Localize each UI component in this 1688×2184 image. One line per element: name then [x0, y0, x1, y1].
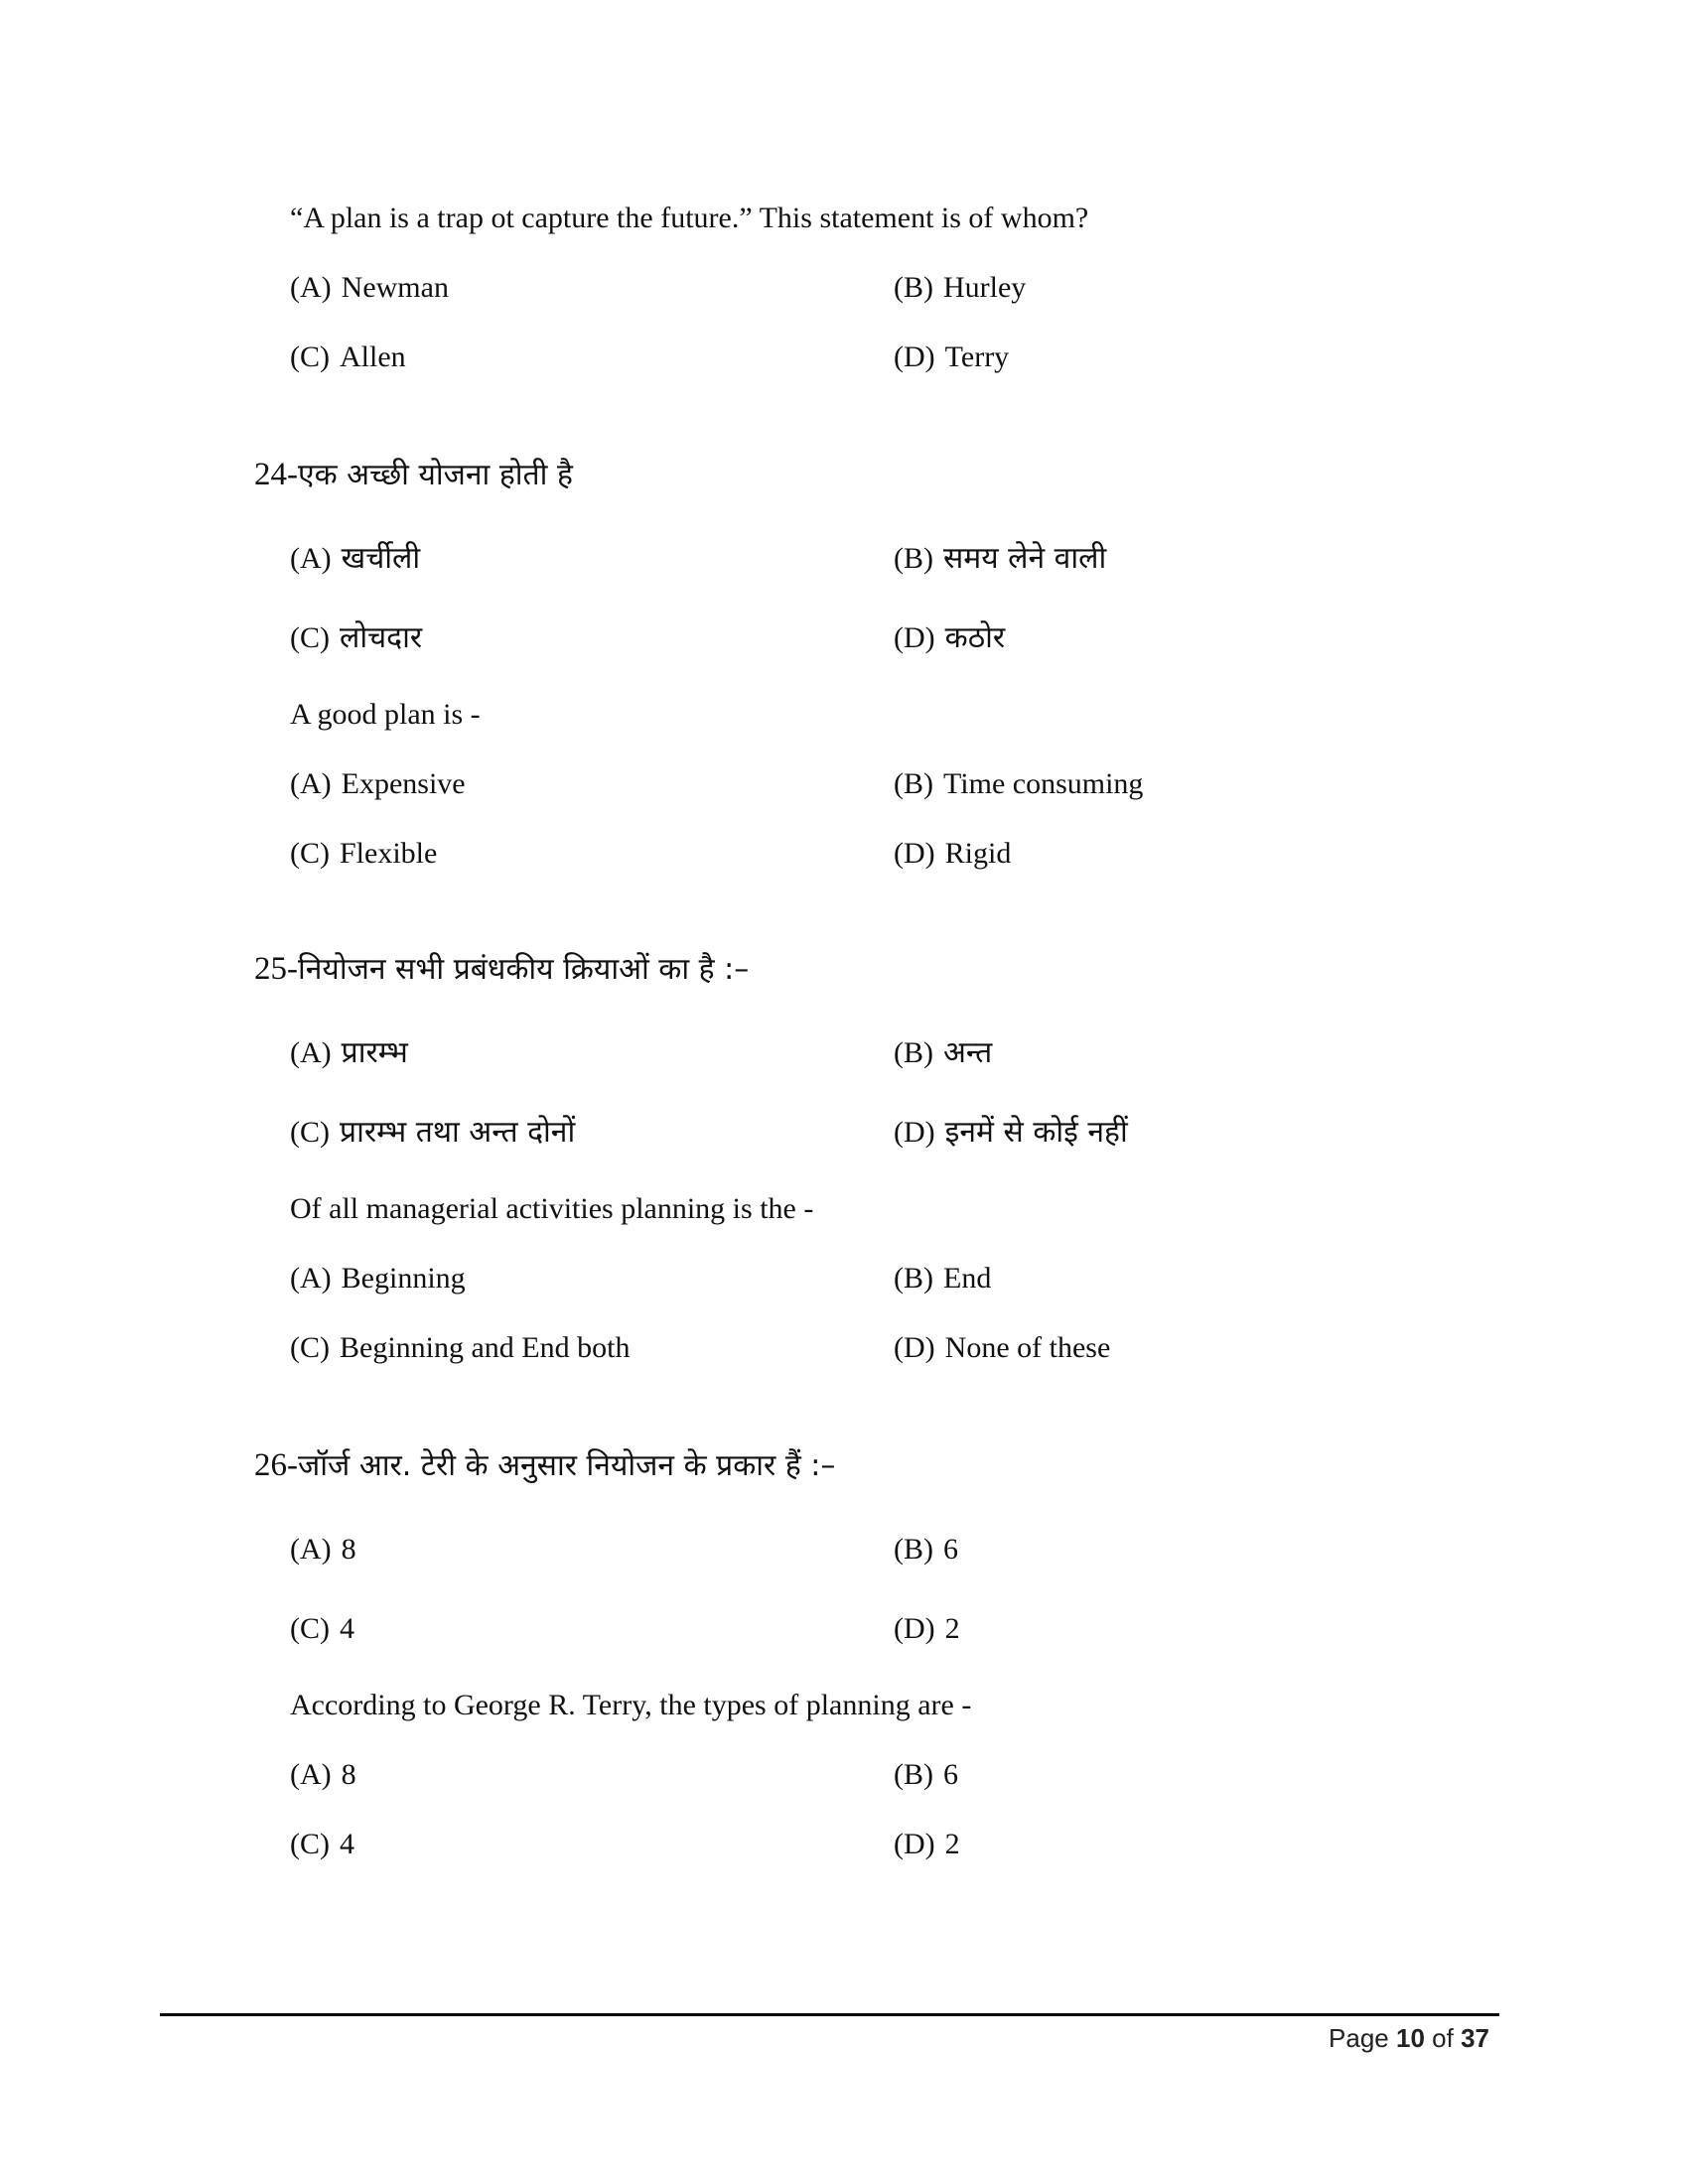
question-23-option-a	[290, 270, 449, 306]
option-letter: (A)	[290, 1758, 332, 1791]
question-23-option-c	[290, 340, 406, 375]
question-24-hindi-text: एक अच्छी योजना होती है	[298, 458, 573, 492]
question-25-hindi-text: नियोजन सभी प्रबंधकीय क्रियाओं का है :–	[298, 952, 750, 987]
option-letter: (B)	[894, 1262, 933, 1295]
question-26-hindi-option-c	[290, 1611, 354, 1647]
option-letter: (B)	[894, 1533, 933, 1566]
question-26-english-option-d	[894, 1827, 960, 1862]
question-23-option-d	[894, 340, 1009, 375]
option-text: कठोर	[944, 620, 1006, 655]
option-letter: (A)	[290, 1262, 332, 1295]
option-text: Newman	[341, 271, 449, 304]
question-26-hindi-option-a	[290, 1532, 356, 1568]
option-letter: (B)	[894, 271, 933, 304]
question-26-hindi-option-d	[894, 1611, 960, 1647]
option-text: Hurley	[943, 271, 1027, 304]
option-letter: (B)	[894, 1036, 933, 1069]
question-number: 26-	[254, 1447, 298, 1483]
option-letter: (C)	[290, 1331, 330, 1364]
option-letter: (D)	[894, 1116, 935, 1149]
question-24-english-option-b	[894, 766, 1143, 802]
question-number: 25-	[254, 951, 298, 987]
option-letter: (C)	[290, 1612, 330, 1645]
question-24-hindi-option-a	[290, 541, 420, 577]
option-letter: (A)	[290, 1533, 332, 1566]
option-text: Terry	[944, 341, 1010, 373]
option-letter: (C)	[290, 1116, 330, 1149]
question-26-hindi-text: जॉर्ज आर. टेरी के अनुसार नियोजन के प्रकार हैं :–	[298, 1448, 836, 1483]
question-25-hindi-option-b	[894, 1035, 992, 1071]
option-letter: (A)	[290, 271, 332, 304]
option-letter: (C)	[290, 621, 330, 654]
question-26-hindi-option-b	[894, 1532, 958, 1568]
option-letter: (D)	[894, 1612, 935, 1645]
question-25-english-option-c	[290, 1330, 630, 1366]
option-text: इनमें से कोई नहीं	[944, 1115, 1128, 1150]
option-letter: (A)	[290, 542, 332, 575]
current-page: 10	[1396, 2023, 1425, 2053]
option-letter: (D)	[894, 621, 935, 654]
option-text: प्रारम्भ	[341, 1035, 408, 1070]
question-25-hindi-option-a	[290, 1035, 408, 1071]
question-24-english-option-a	[290, 766, 466, 802]
option-text: Beginning and End both	[340, 1331, 631, 1364]
total-pages: 37	[1461, 2023, 1489, 2053]
option-letter: (A)	[290, 767, 332, 800]
option-text: None of these	[944, 1331, 1111, 1364]
option-text: 6	[943, 1533, 958, 1566]
question-26-hindi-heading	[254, 1447, 835, 1484]
option-letter: (D)	[894, 1331, 935, 1364]
option-text: लोचदार	[340, 620, 423, 655]
question-24-hindi-option-b	[894, 541, 1106, 577]
question-24-hindi-heading	[254, 457, 573, 493]
question-number: 24-	[254, 457, 298, 492]
option-text: प्रारम्भ तथा अन्त दोनों	[340, 1115, 576, 1150]
question-26-english-option-b	[894, 1757, 958, 1793]
option-text: 6	[943, 1758, 958, 1791]
option-letter: (C)	[290, 1828, 330, 1860]
option-text: Flexible	[340, 837, 438, 870]
option-letter: (B)	[894, 542, 933, 575]
question-25-english-option-b	[894, 1261, 991, 1297]
question-26-english-option-c	[290, 1827, 354, 1862]
question-24-english-text: A good plan is -	[290, 698, 481, 731]
option-text: Beginning	[341, 1262, 466, 1295]
option-text: समय लेने वाली	[943, 541, 1107, 576]
question-23-english-text: “A plan is a trap ot capture the future.” This statement is of whom?	[290, 202, 1089, 234]
option-text: खर्चीली	[341, 541, 421, 576]
footer-divider	[160, 2013, 1499, 2016]
option-letter: (C)	[290, 837, 330, 870]
question-23-option-b	[894, 270, 1026, 306]
option-letter: (D)	[894, 837, 935, 870]
option-text: 2	[944, 1612, 960, 1645]
option-text: Rigid	[944, 837, 1012, 870]
option-letter: (C)	[290, 341, 330, 373]
page-number	[1329, 2023, 1489, 2054]
question-25-english-option-a	[290, 1261, 466, 1297]
question-25-english-text: Of all managerial activities planning is the -	[290, 1192, 814, 1225]
option-letter: (A)	[290, 1036, 332, 1069]
option-text: Time consuming	[943, 767, 1144, 800]
option-text: Expensive	[341, 767, 466, 800]
option-text: 4	[340, 1828, 354, 1860]
question-24-hindi-option-d	[894, 620, 1005, 656]
page-prefix: Page	[1329, 2023, 1389, 2053]
option-letter: (D)	[894, 1828, 935, 1860]
question-25-hindi-option-d	[894, 1115, 1128, 1151]
option-letter: (B)	[894, 1758, 933, 1791]
option-letter: (D)	[894, 341, 935, 373]
option-letter: (B)	[894, 767, 933, 800]
question-24-english-option-d	[894, 836, 1011, 872]
question-25-hindi-option-c	[290, 1115, 575, 1151]
question-26-english-option-a	[290, 1757, 356, 1793]
of-label: of	[1432, 2023, 1454, 2053]
question-25-english-option-d	[894, 1330, 1110, 1366]
option-text: अन्त	[943, 1035, 993, 1070]
question-25-hindi-heading	[254, 951, 749, 988]
option-text: 8	[341, 1758, 356, 1791]
option-text: 8	[341, 1533, 356, 1566]
question-24-hindi-option-c	[290, 620, 422, 656]
option-text: 2	[944, 1828, 960, 1860]
option-text: 4	[340, 1612, 354, 1645]
option-text: End	[943, 1262, 992, 1295]
question-24-english-option-c	[290, 836, 437, 872]
question-26-english-text: According to George R. Terry, the types of planning are -	[290, 1689, 972, 1721]
option-text: Allen	[340, 341, 406, 373]
